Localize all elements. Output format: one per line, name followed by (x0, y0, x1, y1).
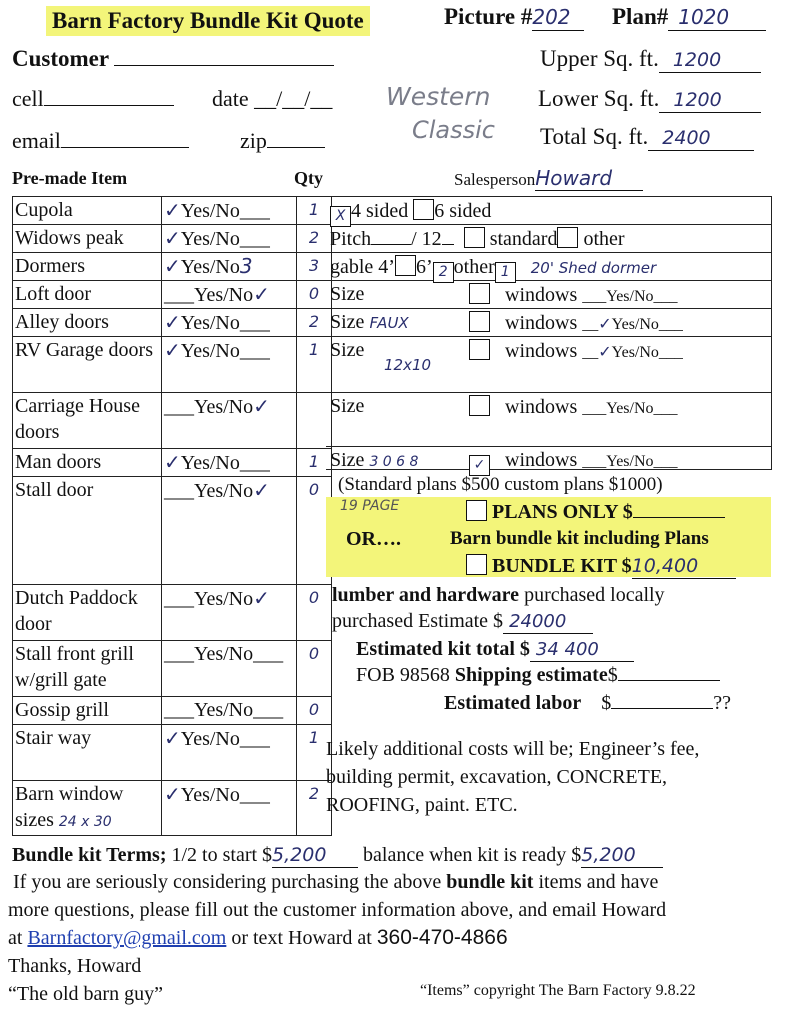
loft-size: Size (330, 283, 365, 305)
item-name: Loft door (15, 283, 92, 305)
customer-field[interactable] (12, 46, 334, 72)
alley-size: Size FAUX (330, 311, 409, 333)
carriage-windows-checkbox[interactable] (469, 395, 490, 416)
bundle-kit-terms: Bundle kit Terms; 1/2 to start $5,200 balance when kit is ready $5,200 (12, 844, 663, 868)
terms-balance-value: 5,200 (581, 844, 636, 866)
gable-6-checkbox[interactable]: 2 (433, 262, 454, 283)
qty-cell: 1 (297, 725, 332, 781)
cell-label: cell (12, 86, 44, 111)
man-size: Size 3 0 6 8 (330, 449, 419, 471)
item-row (13, 253, 332, 281)
bundle-including-label: Barn bundle kit including Plans (450, 528, 709, 549)
qty-header: Qty (294, 168, 323, 188)
shipping-estimate: FOB 98568 Shipping estimate$ (356, 664, 720, 687)
style-note-classic: Classic (412, 116, 496, 144)
dormer-note: 20' Shed dormer (530, 259, 657, 277)
zip-label: zip (240, 128, 267, 153)
item-row (13, 781, 332, 836)
email-link[interactable]: Barnfactory@gmail.com (27, 927, 227, 949)
page-title: Barn Factory Bundle Kit Quote (46, 6, 370, 36)
rv-windows: windows __✓Yes/No___ (469, 339, 683, 363)
plans-only-option[interactable]: PLANS ONLY $ (466, 500, 725, 524)
yes-no-field[interactable]: ✓Yes/No___ (162, 225, 297, 253)
lumber-line: lumber and hardware purchased locally (332, 584, 665, 606)
rv-windows-checkbox[interactable] (469, 339, 490, 360)
carriage-windows: windows ___Yes/No___ (469, 395, 678, 419)
salesperson-value: Howard (535, 166, 613, 190)
loft-windows-checkbox[interactable] (469, 283, 490, 304)
alley-windows: windows __✓Yes/No___ (469, 311, 683, 335)
upper-sqft-label: Upper Sq. ft. (540, 46, 659, 71)
lower-sqft-field[interactable] (538, 86, 761, 113)
item-row (13, 309, 332, 337)
footer-paragraph: If you are seriously considering purchasing the above bundle kit items and have more questions, please fill out the customer information above, and email Howard at Barnfactory@gmail.com or text Howard at 360-470-4866 Thanks, Howard “The old barn guy” (8, 868, 666, 1008)
items-table (12, 196, 332, 836)
phone-number: 360-470-4866 (376, 926, 508, 949)
labor-estimate: Estimated labor $ ?? (444, 692, 731, 714)
item-name: Stall front grill w/grill gate (15, 643, 134, 691)
item-name: Man doors (15, 451, 102, 473)
total-sqft-value: 2400 (662, 127, 711, 149)
plans-pricing-note: (Standard plans $500 custom plans $1000) (338, 474, 663, 495)
man-windows: ✓ windows ___Yes/No___ (469, 449, 678, 476)
qty-cell: 1 (297, 197, 332, 225)
page-note: 19 PAGE (340, 498, 400, 514)
yes-no-field[interactable]: ___Yes/No✓ (162, 585, 297, 641)
alley-windows-checkbox[interactable] (469, 311, 490, 332)
item-row (13, 725, 332, 781)
picture-label: Picture # (444, 4, 533, 29)
carriage-size: Size (330, 395, 365, 417)
upper-sqft-value: 1200 (672, 49, 722, 71)
tagline: “The old barn guy” (8, 983, 163, 1005)
yes-no-field[interactable]: ✓Yes/No___ (162, 309, 297, 337)
item-name: Barn window sizes (15, 783, 124, 831)
cupola-4-checkbox[interactable]: X (330, 206, 351, 227)
item-name: Stall door (15, 479, 94, 501)
item-row (13, 337, 332, 393)
salesperson-field[interactable] (454, 166, 643, 191)
item-name: Alley doors (15, 311, 109, 333)
email-field[interactable] (12, 128, 189, 154)
qty-cell: 0 (297, 641, 332, 697)
purchased-estimate-value: 24000 (509, 611, 567, 632)
qty-cell: 0 (297, 585, 332, 641)
kit-total: Estimated kit total $ 34 400 (356, 638, 634, 662)
plan-number-field[interactable] (612, 4, 766, 31)
qty-cell: 2 (297, 225, 332, 253)
item-name: Stair way (15, 727, 92, 749)
salesperson-label: Salesperson (454, 170, 536, 189)
item-name: Gossip grill (15, 699, 109, 721)
window-size-note: 24 x 30 (58, 814, 112, 830)
yes-no-field[interactable]: ___Yes/No___ (162, 697, 297, 725)
pitch-other-checkbox[interactable] (557, 227, 578, 248)
premade-item-header: Pre-made Item (12, 168, 128, 188)
item-name: Carriage House doors (15, 395, 140, 443)
cupola-options: X 4 sided 6 sided (330, 199, 491, 227)
yes-no-field[interactable]: ✓Yes/No___ (162, 781, 297, 836)
pitch-options: Pitch / 12 standard other (330, 228, 625, 250)
additional-costs: Likely additional costs will be; Engineer’s fee, building permit, excavation, CONCRETE, ROOFING, paint. ETC. (326, 738, 700, 816)
item-name: Dutch Paddock door (15, 587, 138, 635)
lower-sqft-label: Lower Sq. ft. (538, 86, 660, 111)
yes-no-field[interactable]: ___Yes/No✓ (162, 477, 297, 585)
yes-no-field[interactable]: ___Yes/No✓ (162, 281, 297, 309)
qty-cell: 2 (297, 781, 332, 836)
zip-field[interactable] (240, 128, 325, 154)
total-sqft-field[interactable] (540, 124, 754, 151)
rv-size-value: 12x10 (384, 356, 432, 374)
copyright: “Items” copyright The Barn Factory 9.8.22 (420, 982, 696, 999)
yes-no-field[interactable]: ✓Yes/No___ (162, 337, 297, 393)
yes-no-field[interactable]: ___Yes/No✓ (162, 393, 297, 449)
customer-label: Customer (12, 46, 109, 71)
email-label: email (12, 128, 61, 153)
gable-other-checkbox[interactable]: 1 (495, 262, 516, 283)
plan-value: 1020 (678, 5, 730, 29)
or-label: OR…. (346, 528, 401, 550)
item-name: Cupola (15, 199, 73, 221)
lower-sqft-value: 1200 (673, 89, 722, 111)
yes-no-field[interactable]: ✓Yes/No___ (162, 197, 297, 225)
cupola-6-checkbox[interactable] (413, 199, 434, 220)
qty-cell: 0 (297, 477, 332, 585)
picture-value: 202 (532, 5, 571, 29)
thanks-line: Thanks, Howard (8, 955, 142, 977)
item-row (13, 585, 332, 641)
bundle-kit-checkbox[interactable] (466, 554, 487, 575)
qty-cell: 2 (297, 309, 332, 337)
pitch-standard-checkbox[interactable] (464, 227, 485, 248)
item-name: Widows peak (15, 227, 124, 249)
date-field[interactable] (212, 86, 332, 112)
terms-start-value: 5,200 (272, 844, 327, 866)
bundle-kit-value: 10,400 (631, 555, 699, 577)
item-row (13, 225, 332, 253)
yes-no-field[interactable]: ___Yes/No___ (162, 641, 297, 697)
qty-cell: 0 (297, 281, 332, 309)
item-row (13, 197, 332, 225)
cell-field[interactable] (12, 86, 174, 112)
date-blank: __/__/__ (254, 86, 333, 111)
qty-cell: 1 (297, 337, 332, 393)
loft-windows: windows ___Yes/No___ (469, 283, 678, 307)
picture-number-field[interactable] (444, 4, 584, 31)
kit-total-value: 34 400 (535, 639, 599, 660)
item-row (13, 641, 332, 697)
upper-sqft-field[interactable] (540, 46, 761, 73)
item-row (13, 477, 332, 585)
purchased-estimate: purchased Estimate $ 24000 (332, 610, 593, 634)
item-row (13, 449, 332, 477)
plan-label: Plan# (612, 4, 669, 29)
yes-no-field[interactable]: ✓Yes/No___ (162, 449, 297, 477)
item-name: RV Garage doors (15, 339, 153, 361)
qty-cell: 1 (297, 449, 332, 477)
rv-size: Size (330, 339, 365, 361)
bundle-kit-option[interactable]: BUNDLE KIT $10,400 (466, 554, 736, 579)
gable-options: gable 4’ 6’ 2 other 1 20' Shed dormer (330, 255, 656, 283)
qty-cell: 0 (297, 697, 332, 725)
style-note-western: Western (386, 82, 491, 111)
plans-only-checkbox[interactable] (466, 500, 487, 521)
yes-no-field[interactable]: ✓Yes/No___ (162, 725, 297, 781)
man-windows-checkbox[interactable]: ✓ (469, 455, 490, 476)
item-row (13, 697, 332, 725)
yes-no-field[interactable]: ✓Yes/No3 (162, 253, 297, 281)
item-row (13, 281, 332, 309)
total-sqft-label: Total Sq. ft. (540, 124, 649, 149)
gable-4-checkbox[interactable] (395, 255, 416, 276)
item-name: Dormers (15, 255, 85, 277)
date-label: date (212, 86, 249, 111)
qty-cell: 3 (297, 253, 332, 281)
item-row (13, 393, 332, 449)
